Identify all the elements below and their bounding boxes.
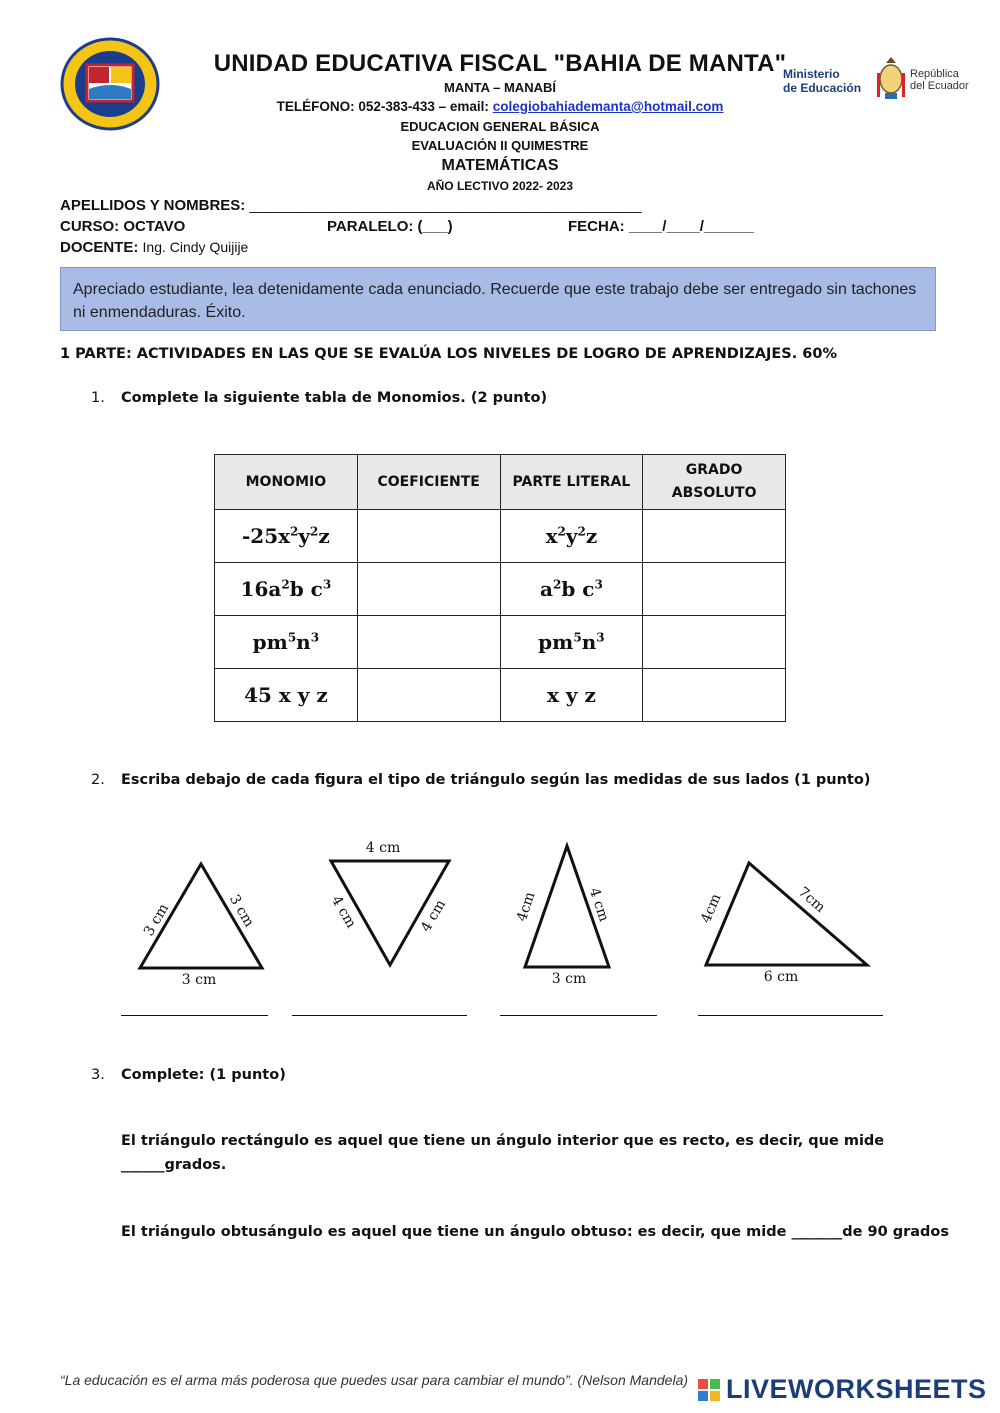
q2-number: 2. <box>91 772 105 788</box>
table-header-row <box>215 455 786 510</box>
q3-number: 3. <box>91 1067 105 1083</box>
fecha-field[interactable]: FECHA: ____/____/______ <box>568 218 754 235</box>
triangle-4 <box>706 863 867 965</box>
course: CURSO: OCTAVO <box>60 218 186 235</box>
triangle-1-left-label: 3 cm <box>140 901 173 939</box>
header-coeficiente: COEFICIENTE <box>357 455 500 510</box>
q2-text: Escriba debajo de cada figura el tipo de triángulo según las medidas de sus lados (1 punto) <box>121 772 871 788</box>
q3-line1: El triángulo rectángulo es aquel que tiene un ángulo interior que es recto, es decir, que mide <box>121 1133 885 1149</box>
school-title: UNIDAD EDUCATIVA FISCAL "BAHIA DE MANTA" <box>213 50 787 77</box>
cell-coeficiente[interactable] <box>357 669 500 722</box>
q3-line2[interactable]: El triángulo obtusángulo es aquel que tiene un ángulo obtuso: es decir, que mide _______de 90 grados <box>121 1224 949 1240</box>
table-row <box>215 616 786 669</box>
cell-coeficiente[interactable] <box>357 510 500 563</box>
school-year: AÑO LECTIVO 2022- 2023 <box>426 179 574 193</box>
cell-monomio: 45 x y z <box>215 669 358 722</box>
docente: DOCENTE: Ing. Cindy Quijije <box>60 239 249 256</box>
liveworksheets-logo-icon <box>698 1379 722 1403</box>
answer-line-4[interactable] <box>698 1015 883 1016</box>
q3-line1-blank[interactable]: ______grados. <box>121 1157 227 1173</box>
cell-grado-absoluto[interactable] <box>643 616 786 669</box>
footer-quote: “La educación es el arma más poderosa que puedes usar para cambiar el mundo”. (Nelson Mandela) <box>60 1372 689 1388</box>
cell-coeficiente[interactable] <box>357 563 500 616</box>
liveworksheets-brand[interactable]: LIVEWORKSHEETS <box>726 1374 987 1404</box>
cell-parte-literal: $x^2y^2z$ <box>500 510 643 563</box>
triangle-1-base-label: 3 cm <box>181 972 217 988</box>
paralelo-field[interactable]: PARALELO: (___) <box>327 218 453 235</box>
answer-line-2[interactable] <box>292 1015 467 1016</box>
cell-grado-absoluto[interactable] <box>643 510 786 563</box>
triangle-2-top-label: 4 cm <box>365 840 401 856</box>
names-field: APELLIDOS Y NOMBRES: _______________________________________________ <box>60 197 642 214</box>
table-row <box>215 669 786 722</box>
triangle-3-right-label: 4 cm <box>585 885 612 924</box>
q3-text: Complete: (1 punto) <box>121 1067 286 1083</box>
cell-monomio: $pm^5n^3$ <box>215 616 358 669</box>
header-grado-absoluto: GRADO ABSOLUTO <box>643 455 786 510</box>
table-row <box>215 510 786 563</box>
part1-title: 1 PARTE: ACTIVIDADES EN LAS QUE SE EVALÚA LOS NIVELES DE LOGRO DE APRENDIZAJES. 60% <box>60 346 837 362</box>
cell-parte-literal: x y z <box>500 669 643 722</box>
cell-parte-literal: $pm^5n^3$ <box>500 616 643 669</box>
answer-line-1[interactable] <box>121 1015 268 1016</box>
ministry-logo: Ministerio de Educación <box>783 67 862 95</box>
triangle-2-right-label: 4 cm <box>417 897 450 935</box>
triangle-2-left-label: 4 cm <box>327 893 360 931</box>
phone-email-line: TELÉFONO: 052-383-433 – email: colegiobahiademanta@hotmail.com <box>276 99 724 114</box>
republic-text: República del Ecuador <box>910 68 969 92</box>
evaluation: EVALUACIÓN II QUIMESTRE <box>411 138 589 153</box>
header-monomio: MONOMIO <box>215 455 358 510</box>
cell-coeficiente[interactable] <box>357 616 500 669</box>
q1-number: 1. <box>91 390 105 406</box>
cell-monomio: $-25x^2y^2z$ <box>215 510 358 563</box>
triangle-4-base-label: 6 cm <box>763 969 799 985</box>
cell-monomio: $16a^2b$ $c^3$ <box>215 563 358 616</box>
triangle-4-left-label: 4cm <box>698 891 725 926</box>
cell-grado-absoluto[interactable] <box>643 669 786 722</box>
instructions-notice: Apreciado estudiante, lea detenidamente cada enunciado. Recuerde que este trabajo debe ser entregado sin tachones ni enmendaduras. Éxito. <box>60 267 936 331</box>
subject: MATEMÁTICAS <box>441 157 559 174</box>
cell-grado-absoluto[interactable] <box>643 563 786 616</box>
level: EDUCACION GENERAL BÁSICA <box>400 119 600 134</box>
triangle-3-left-label: 4cm <box>513 890 539 924</box>
triangle-4-right-label: 7cm <box>795 884 829 916</box>
monomial-table <box>214 454 786 722</box>
names-line[interactable]: _______________________________________________ <box>249 197 642 214</box>
answer-line-3[interactable] <box>500 1015 657 1016</box>
email-link[interactable]: colegiobahiademanta@hotmail.com <box>492 99 724 114</box>
triangles-figure <box>0 830 1000 1000</box>
table-row <box>215 563 786 616</box>
header-parte-literal: PARTE LITERAL <box>500 455 643 510</box>
triangle-3-base-label: 3 cm <box>551 971 587 987</box>
triangle-1-right-label: 3 cm <box>225 892 258 930</box>
city: MANTA – MANABÍ <box>444 80 556 95</box>
q1-text: Complete la siguiente tabla de Monomios. (2 punto) <box>121 390 548 406</box>
cell-parte-literal: $a^2b$ $c^3$ <box>500 563 643 616</box>
